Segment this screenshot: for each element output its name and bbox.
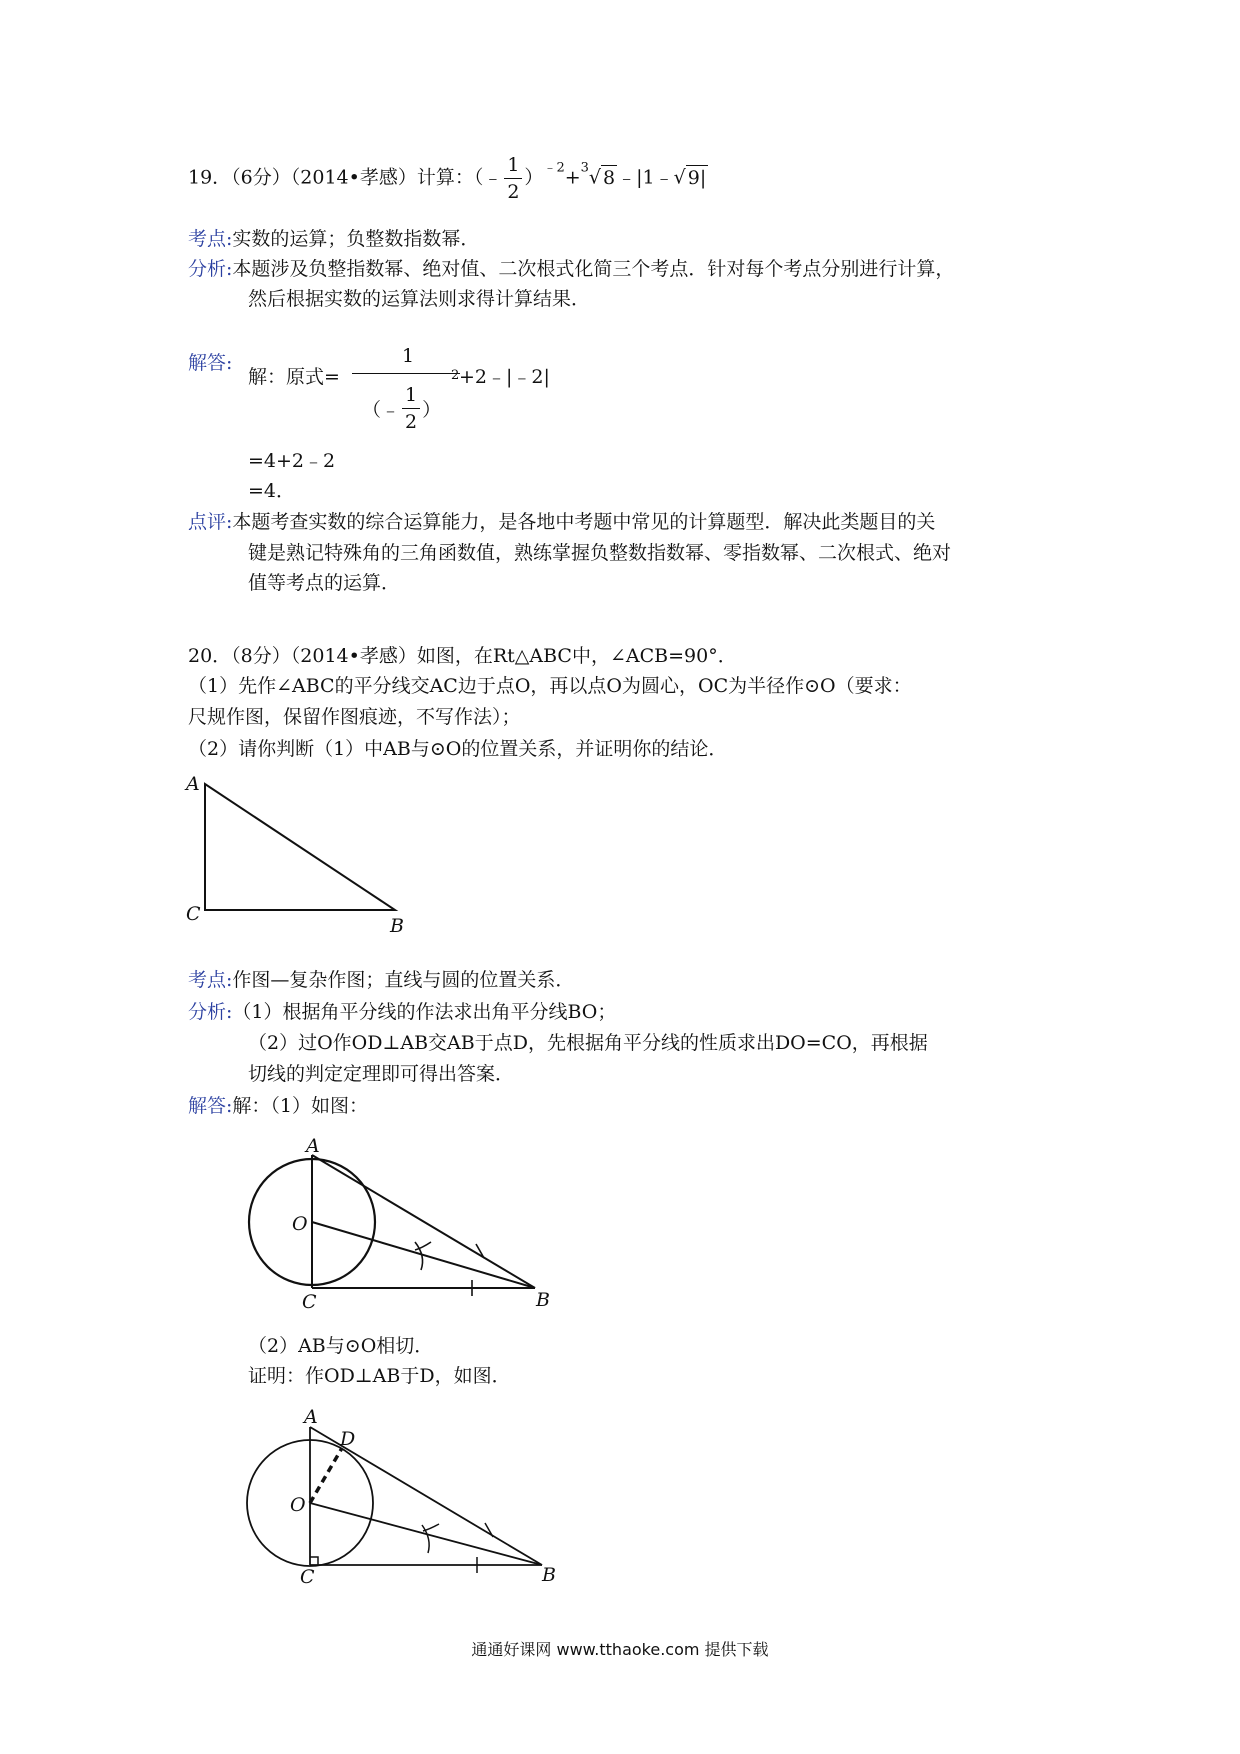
label-o: O [290, 1494, 306, 1516]
q20-fenxi-2: （2）过O作OD⊥AB交AB于点D，先根据角平分线的性质求出DO=CO，再根据 [248, 1032, 928, 1054]
sol-prefix: 解：原式= [248, 366, 340, 388]
sol-fraction-bar [352, 373, 460, 374]
q19-step3: =4． [248, 480, 296, 502]
sol-exponent: 2 [451, 368, 460, 383]
q19-dianping-1 [188, 509, 935, 535]
q19-frac-den: 2 [507, 181, 520, 203]
page-footer: 通通好课网 www.tthaoke.com 提供下载 [471, 1640, 769, 1659]
q19-head: 19．（6分）（2014•孝感）计算：（﹣ [188, 166, 503, 189]
sol-den-frac-num: 1 [402, 382, 420, 409]
q20-jieda [188, 1093, 368, 1119]
label-c: C [302, 1291, 317, 1310]
kaodian-text: 实数的运算；负整数指数幂． [232, 228, 480, 250]
tick-mark [485, 1523, 493, 1537]
figure-construction [240, 1130, 560, 1310]
q19-dianping-2: 键是熟记特殊角的三角函数值，熟练掌握负整数指数幂、零指数幂、二次根式、绝对 [248, 542, 952, 564]
q19-sqrt-arg: 9| [687, 166, 707, 189]
label-o: O [292, 1213, 308, 1235]
triangle-abc [205, 784, 395, 910]
figure-proof [240, 1405, 570, 1585]
q19-fenxi-2: 然后根据实数的运算法则求得计算结果． [248, 288, 591, 310]
q19-fenxi-1 [188, 256, 954, 282]
q20-sol-3: 证明：作OD⊥AB于D，如图． [248, 1365, 511, 1387]
sol-text: 解：（1）如图： [232, 1095, 368, 1117]
right-angle-mark [310, 1557, 318, 1565]
q20-part1-a: （1）先作∠ABC的平分线交AC边于点O，再以点O为圆心，OC为半径作⊙O（要求： [188, 675, 912, 697]
q20-fenxi-3: 切线的判定定理即可得出答案． [248, 1063, 515, 1085]
q19-step2: =4+2﹣2 [248, 450, 336, 472]
arc-mark [423, 1524, 439, 1531]
arc-mark [415, 1242, 423, 1270]
q20-part1-b: 尺规作图，保留作图痕迹，不写作法）； [188, 706, 521, 728]
q19-frac-num: 1 [504, 152, 522, 179]
dianping-tag: 点评: [188, 511, 233, 533]
sol-denominator [362, 382, 441, 435]
label-c: C [300, 1566, 315, 1585]
radical-icon: √ [673, 166, 686, 189]
label-a: A [306, 1135, 320, 1157]
q20-sol-2: （2）AB与⊙O相切． [248, 1335, 434, 1357]
kaodian-tag: 考点: [188, 969, 233, 991]
q19-jieda-tag: 解答: [188, 352, 233, 374]
q20-kaodian [188, 967, 574, 993]
dianping-text: 本题考查实数的综合运算能力，是各地中考题中常见的计算题型．解决此类题目的关 [232, 511, 936, 533]
fenxi-text: （1）根据角平分线的作法求出角平分线BO； [232, 1001, 617, 1023]
label-b: B [536, 1289, 550, 1310]
kaodian-tag: 考点: [188, 228, 233, 250]
label-b: B [390, 915, 404, 937]
label-a: A [304, 1406, 318, 1428]
q19-question [188, 152, 708, 205]
q19-close-paren: ） [524, 166, 544, 189]
label-d: D [340, 1428, 356, 1450]
q19-rest: ﹣|1﹣ [617, 166, 674, 189]
q19-root-arg: 8 [603, 166, 616, 189]
q19-dianping-3: 值等考点的运算． [248, 572, 401, 594]
sol-rest: +2﹣|﹣2| [459, 366, 550, 388]
q19-fraction [504, 152, 522, 205]
sol-den-frac-den: 2 [405, 411, 418, 433]
jieda-tag: 解答: [188, 1095, 233, 1117]
q19-root-index: 3 [580, 160, 589, 176]
kaodian-text: 作图—复杂作图；直线与圆的位置关系． [232, 969, 575, 991]
q20-head: 20．（8分）（2014•孝感）如图，在Rt△ABC中，∠ACB=90°． [188, 645, 737, 667]
figure-triangle [180, 768, 410, 940]
fenxi-text: 本题涉及负整指数幂、绝对值、二次根式化简三个考点．针对每个考点分别进行计算， [232, 258, 955, 280]
q19-plus: + [564, 166, 581, 189]
radical-icon: √ [588, 166, 602, 189]
sol-den-fraction [402, 382, 420, 435]
q19-exponent: ﹣2 [543, 160, 565, 176]
perpendicular-od [310, 1448, 342, 1503]
sol-den-close: ） [422, 399, 442, 421]
q19-kaodian [188, 226, 479, 252]
side-ab [312, 1155, 535, 1288]
label-c: C [186, 903, 201, 925]
label-a: A [186, 773, 200, 795]
fenxi-tag: 分析: [188, 258, 233, 280]
sol-den-open: （﹣ [362, 399, 401, 421]
q20-part2: （2）请你判断（1）中AB与⊙O的位置关系，并证明你的结论． [188, 738, 728, 760]
q20-fenxi-1 [188, 999, 616, 1025]
bisector-bo [312, 1222, 535, 1288]
sol-numerator: 1 [401, 345, 415, 367]
fenxi-tag: 分析: [188, 1001, 233, 1023]
label-b: B [542, 1564, 556, 1585]
